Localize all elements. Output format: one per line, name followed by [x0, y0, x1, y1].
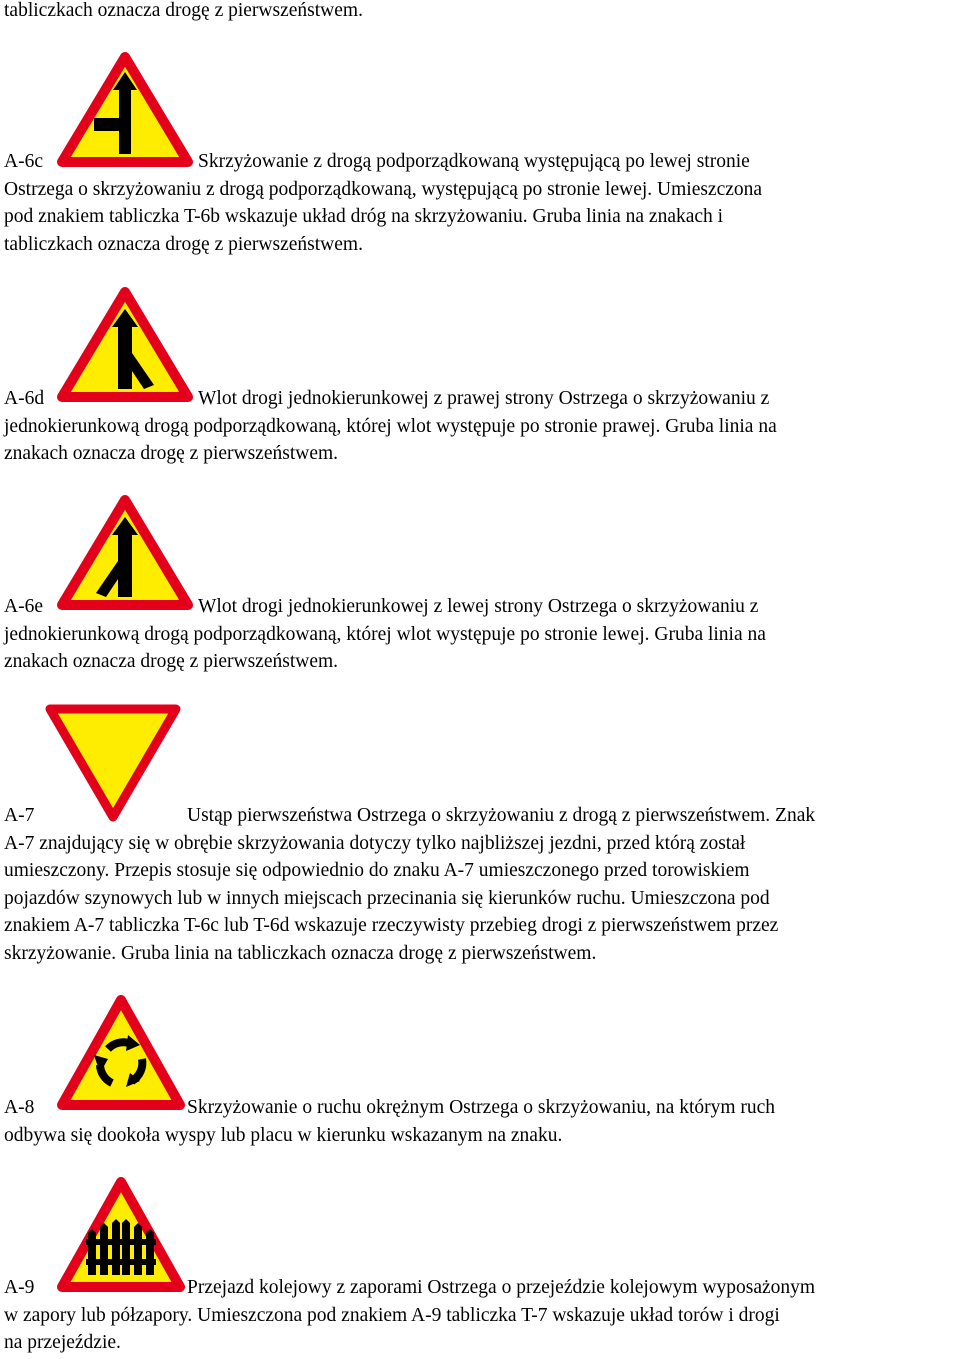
description-line: jednokierunkową drogą podporządkowaną, której wlot występuje po stronie prawej. Gruba linia na: [4, 415, 777, 437]
description-line: znakach oznacza drogę z pierwszeństwem.: [4, 443, 339, 464]
description-line: jednokierunkową drogą podporządkowaną, której wlot występuje po stronie lewej. Gruba linia na: [4, 623, 766, 645]
description-line: Skrzyżowanie o ruchu okrężnym Ostrzega o skrzyżowaniu, na którym ruch: [187, 1097, 776, 1118]
sign-code-a9: A-9: [4, 1277, 35, 1298]
description-line: Skrzyżowanie z drogą podporządkowaną występującą po lewej stronie: [198, 151, 750, 172]
one-way-inlet-left-icon: [56, 493, 194, 611]
description-line: tabliczkach oznacza drogę z pierwszeństwem.: [4, 233, 363, 255]
description-line: pod znakiem tabliczka T-6b wskazuje układ dróg na skrzyżowaniu. Gruba linia na znakach i: [4, 206, 724, 227]
sign-code-a7: A-7: [4, 805, 35, 826]
description-line: Wlot drogi jednokierunkowej z prawej strony Ostrzega o skrzyżowaniu z: [198, 388, 770, 409]
description-line: znakiem A-7 tabliczka T-6c lub T-6d wskazuje rzeczywisty przebieg drogi z pierwszeństwem przez: [4, 915, 779, 936]
description-line: Wlot drogi jednokierunkowej z lewej strony Ostrzega o skrzyżowaniu z: [198, 596, 759, 617]
intro-text: tabliczkach oznacza drogę z pierwszeństwem.: [4, 0, 363, 21]
description-line: skrzyżowanie. Gruba linia na tabliczkach oznacza drogę z pierwszeństwem.: [4, 942, 597, 964]
roundabout-icon: [56, 993, 186, 1111]
sign-code-a8: A-8: [4, 1097, 35, 1118]
description-line: pojazdów szynowych lub w innych miejscach przecinania się kierunków ruchu. Umieszczona pod: [4, 887, 770, 909]
side-road-left-icon: [56, 50, 194, 168]
description-line: Przejazd kolejowy z zaporami Ostrzega o przejeździe kolejowym wyposażonym: [187, 1277, 816, 1298]
description-line: Ustąp pierwszeństwa Ostrzega o skrzyżowaniu z drogą z pierwszeństwem. Znak: [187, 805, 816, 826]
description-line: Ostrzega o skrzyżowaniu z drogą podporządkowaną, występującą po stronie lewej. Umieszczona: [4, 178, 763, 200]
description-line: odbywa się dookoła wyspy lub placu w kierunku wskazanym na znaku.: [4, 1124, 563, 1146]
description-line: na przejeździe.: [4, 1332, 121, 1353]
description-line: w zapory lub półzapory. Umieszczona pod znakiem A-9 tabliczka T-7 wskazuje układ torów i drogi: [4, 1304, 780, 1326]
sign-code-a6c: A-6c: [4, 151, 43, 172]
sign-code-a6e: A-6e: [4, 596, 43, 617]
sign-code-a6d: A-6d: [4, 388, 45, 409]
give-way-icon: [42, 701, 184, 825]
description-line: znakach oznacza drogę z pierwszeństwem.: [4, 651, 339, 672]
one-way-inlet-right-icon: [56, 285, 194, 403]
railway-crossing-barriers-icon: [56, 1175, 186, 1293]
description-line: umieszczony. Przepis stosuje się odpowiednio do znaku A-7 umieszczonego przed torowiskiem: [4, 860, 750, 881]
description-line: A-7 znajdujący się w obrębie skrzyżowania dotyczy tylko najbliższej jezdni, przed którą został: [4, 832, 746, 854]
